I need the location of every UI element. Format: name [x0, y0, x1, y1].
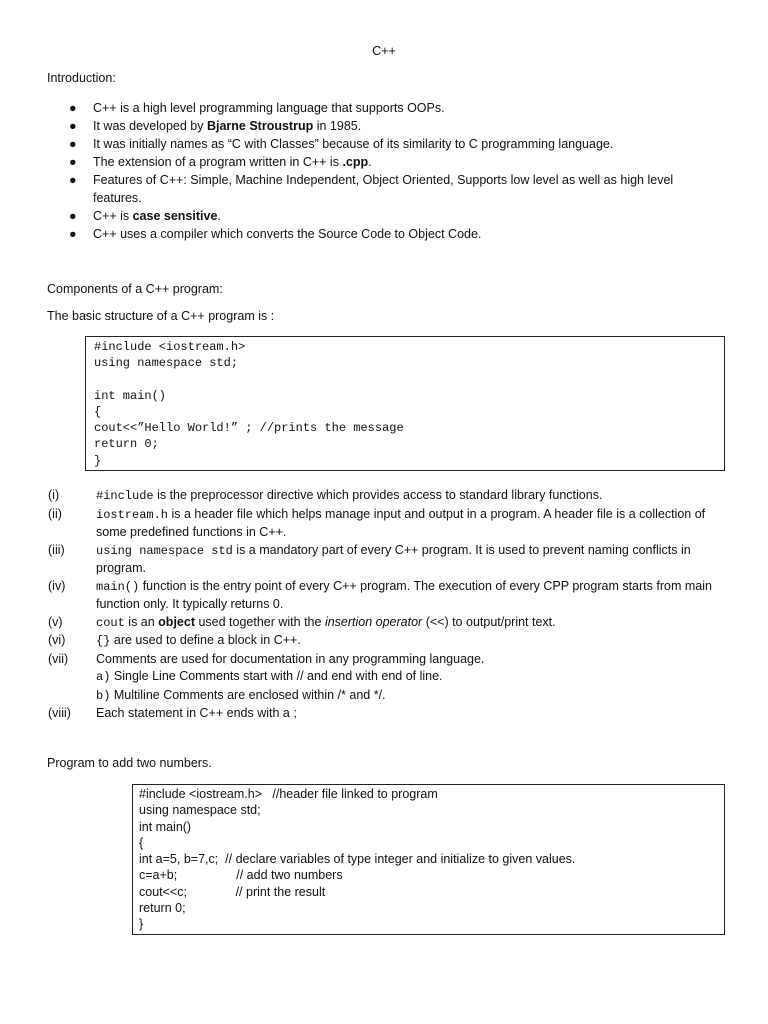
- bullet-icon: ●: [69, 155, 77, 169]
- code-line: using namespace std;: [139, 803, 261, 818]
- list-item: ● It was initially names as “C with Classes” because of its similarity to C programming language.: [69, 137, 614, 151]
- add-numbers-code-box: [132, 784, 725, 935]
- code-line: int a=5, b=7,c; // declare variables of type integer and initialize to given values.: [139, 852, 576, 867]
- bullet-icon: ●: [69, 101, 77, 115]
- code-line: #include <iostream.h> //header file linked to program: [139, 787, 438, 801]
- intro-bullet-list: [69, 99, 709, 243]
- intro-heading: Introduction:: [47, 71, 116, 85]
- list-item: ● The extension of a program written in C++ is .cpp.: [69, 155, 372, 169]
- list-item: (ii) iostream.h is a header file which helps manage input and output in a program. A header file is a collection of some predefined functions in C++.: [48, 506, 706, 539]
- components-heading: Components of a C++ program:: [47, 282, 223, 296]
- code-line: int main(): [94, 388, 167, 403]
- basic-structure-code-box: [85, 336, 725, 471]
- page-title: C++: [372, 44, 396, 58]
- code-line: return 0;: [94, 437, 159, 452]
- code-line: {: [139, 835, 144, 850]
- bullet-icon: ●: [69, 227, 77, 241]
- code-line: }: [94, 453, 102, 468]
- list-item: (vi) {} are used to define a block in C++.: [48, 633, 301, 648]
- list-item: (iii) using namespace std is a mandatory part of every C++ program. It is used to prevent naming conflicts in program.: [48, 542, 691, 575]
- list-item: (vii) Comments are used for documentation in any programming language. a) Single Line Comments start with // and end with end of line. b) Multiline Comments are enclosed within /* and */.: [48, 651, 728, 706]
- structure-label: The basic structure of a C++ program is :: [47, 309, 275, 323]
- list-item: ● Features of C++: Simple, Machine Independent, Object Oriented, Supports low level as well as high level features.: [69, 173, 674, 205]
- code-line: {: [94, 404, 102, 419]
- code-line: using namespace std;: [94, 356, 239, 371]
- bullet-icon: ●: [69, 119, 77, 133]
- sub-list-item: a) Single Line Comments start with // and end with end of line.: [96, 669, 443, 684]
- list-item: ● C++ is case sensitive.: [69, 209, 221, 223]
- list-item: (viii) Each statement in C++ ends with a ;: [48, 706, 297, 720]
- code-line: cout<<”Hello World!” ; //prints the message: [94, 421, 404, 436]
- list-item: (iv) main() function is the entry point of every C++ program. The execution of every CPP program starts from main function only. It typically returns 0.: [48, 578, 712, 611]
- program-heading: Program to add two numbers.: [47, 756, 212, 770]
- components-list: [48, 487, 728, 723]
- code-line: int main(): [139, 819, 192, 834]
- list-item: (v) cout is an object used together with the insertion operator (<<) to output/print text.: [48, 614, 556, 630]
- list-item: ● C++ uses a compiler which converts the Source Code to Object Code.: [69, 227, 482, 241]
- list-item: (i) #include is the preprocessor directive which provides access to standard library functions.: [48, 488, 603, 503]
- sub-list-item: b) Multiline Comments are enclosed within /* and */.: [96, 687, 386, 703]
- bullet-icon: ●: [69, 173, 77, 187]
- code-line: c=a+b; // add two numbers: [139, 868, 343, 883]
- bullet-icon: ●: [69, 209, 77, 223]
- code-line: #include <iostream.h>: [94, 340, 246, 354]
- code-line: }: [139, 917, 144, 932]
- list-item: ● C++ is a high level programming language that supports OOPs.: [69, 101, 445, 115]
- code-line: cout<<c; // print the result: [139, 884, 326, 899]
- bullet-icon: ●: [69, 137, 77, 151]
- code-line: return 0;: [139, 901, 186, 916]
- list-item: ● It was developed by Bjarne Stroustrup in 1985.: [69, 119, 362, 133]
